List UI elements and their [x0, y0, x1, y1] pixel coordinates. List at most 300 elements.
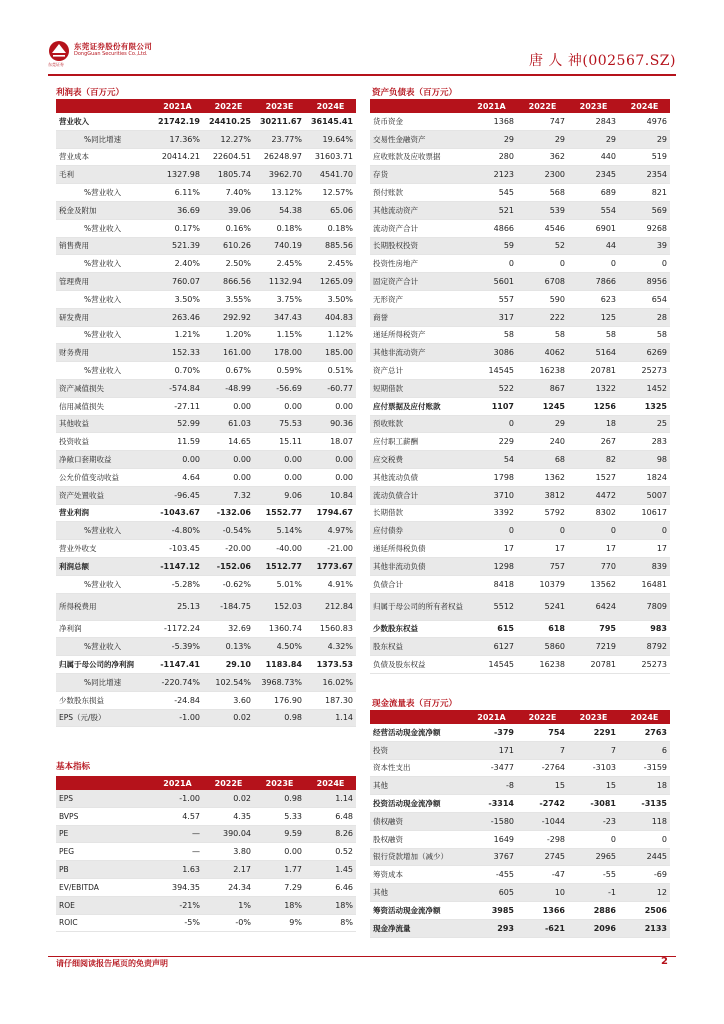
value-cell: 0.00 — [305, 397, 356, 415]
value-cell: -621 — [517, 919, 568, 937]
value-cell: 24410.25 — [203, 113, 254, 130]
row-label: 商誉 — [370, 308, 466, 326]
value-cell: -5% — [152, 914, 203, 932]
table-row — [56, 914, 356, 932]
table-row — [370, 593, 670, 620]
value-cell: 16238 — [517, 362, 568, 380]
value-cell: 4.32% — [305, 638, 356, 656]
value-cell: 0.16% — [203, 219, 254, 237]
value-cell: 2.45% — [305, 255, 356, 273]
table-row — [370, 504, 670, 522]
value-cell: 7 — [568, 741, 619, 759]
value-cell: 0.00 — [203, 397, 254, 415]
value-cell: 0.00 — [254, 397, 305, 415]
header-divider — [48, 74, 676, 76]
value-cell: 2345 — [568, 166, 619, 184]
value-cell: 867 — [517, 379, 568, 397]
value-cell: 6424 — [568, 593, 619, 620]
table-row — [56, 691, 356, 709]
row-label: PEG — [56, 843, 152, 861]
value-cell: -4.80% — [152, 522, 203, 540]
value-cell: 6.11% — [152, 184, 203, 202]
value-cell: 212.84 — [305, 593, 356, 620]
table-header-row — [370, 99, 670, 113]
value-cell: 5007 — [619, 486, 670, 504]
table-row — [56, 433, 356, 451]
row-label: 研发费用 — [56, 308, 152, 326]
value-cell: 8302 — [568, 504, 619, 522]
value-cell: 1.20% — [203, 326, 254, 344]
row-label: 少数股东损益 — [56, 691, 152, 709]
row-label: 净利润 — [56, 620, 152, 638]
table-row — [56, 113, 356, 130]
row-label: 信用减值损失 — [56, 397, 152, 415]
table-row — [370, 201, 670, 219]
row-label: 短期借款 — [370, 379, 466, 397]
value-cell: 1366 — [517, 901, 568, 919]
row-label: 投资活动现金流净额 — [370, 795, 466, 813]
value-cell: -3103 — [568, 759, 619, 777]
value-cell: 1649 — [466, 830, 517, 848]
value-cell: 0 — [568, 255, 619, 273]
value-cell: -455 — [466, 866, 517, 884]
value-cell: 760.07 — [152, 273, 203, 291]
value-cell: 557 — [466, 290, 517, 308]
value-cell: -3477 — [466, 759, 517, 777]
value-cell: 1265.09 — [305, 273, 356, 291]
value-cell: 4.35 — [203, 807, 254, 825]
value-cell: -8 — [466, 777, 517, 795]
value-cell: 20414.21 — [152, 148, 203, 166]
table-row — [56, 575, 356, 593]
header-year-cell: 2023E — [568, 99, 619, 113]
value-cell: 0.17% — [152, 219, 203, 237]
value-cell: 1322 — [568, 379, 619, 397]
table-row — [370, 557, 670, 575]
value-cell: 3767 — [466, 848, 517, 866]
row-label: 预收账款 — [370, 415, 466, 433]
value-cell: 1.63 — [152, 861, 203, 879]
header-label-cell — [370, 710, 466, 724]
value-cell: -23 — [568, 812, 619, 830]
cash-flow-title: 现金流量表（百万元） — [372, 699, 458, 709]
table-row — [56, 148, 356, 166]
value-cell: 17 — [568, 540, 619, 558]
table-row — [370, 273, 670, 291]
value-cell: 14545 — [466, 362, 517, 380]
value-cell: 6127 — [466, 638, 517, 656]
value-cell: 1298 — [466, 557, 517, 575]
value-cell: 10617 — [619, 504, 670, 522]
table-row — [370, 397, 670, 415]
row-label: 货币资金 — [370, 113, 466, 130]
value-cell: 39 — [619, 237, 670, 255]
company-name-cn: 东莞证券股份有限公司 — [74, 42, 152, 51]
value-cell: 29 — [466, 130, 517, 148]
row-label: 递延所得税资产 — [370, 326, 466, 344]
value-cell: 839 — [619, 557, 670, 575]
row-label: EPS（元/股） — [56, 709, 152, 727]
value-cell: 118 — [619, 812, 670, 830]
value-cell: 1183.84 — [254, 656, 305, 674]
value-cell: -0% — [203, 914, 254, 932]
table-row — [56, 451, 356, 469]
table-row — [370, 255, 670, 273]
value-cell: 240 — [517, 433, 568, 451]
value-cell: 1798 — [466, 468, 517, 486]
value-cell: 3962.70 — [254, 166, 305, 184]
value-cell: 31603.71 — [305, 148, 356, 166]
table-row — [56, 896, 356, 914]
value-cell: 102.54% — [203, 673, 254, 691]
value-cell: 65.06 — [305, 201, 356, 219]
value-cell: 1527 — [568, 468, 619, 486]
value-cell: 10379 — [517, 575, 568, 593]
row-label: 利润总额 — [56, 557, 152, 575]
company-name — [74, 42, 152, 58]
table-row — [370, 308, 670, 326]
value-cell: 12 — [619, 884, 670, 902]
value-cell: 21742.19 — [152, 113, 203, 130]
page-number: 2 — [661, 956, 668, 967]
value-cell: 25 — [619, 415, 670, 433]
value-cell: 404.83 — [305, 308, 356, 326]
row-label: 归属于母公司的净利润 — [56, 656, 152, 674]
value-cell: -3135 — [619, 795, 670, 813]
value-cell: 2745 — [517, 848, 568, 866]
value-cell: 5860 — [517, 638, 568, 656]
value-cell: 1368 — [466, 113, 517, 130]
value-cell: 3.55% — [203, 290, 254, 308]
value-cell: 4.64 — [152, 468, 203, 486]
row-label: ROIC — [56, 914, 152, 932]
value-cell: 605 — [466, 884, 517, 902]
header-year-cell: 2024E — [305, 776, 356, 790]
value-cell: 5601 — [466, 273, 517, 291]
row-label: 筹资活动现金流净额 — [370, 901, 466, 919]
value-cell: 615 — [466, 620, 517, 638]
value-cell: 18% — [254, 896, 305, 914]
value-cell: 0 — [466, 255, 517, 273]
value-cell: 229 — [466, 433, 517, 451]
value-cell: 0.51% — [305, 362, 356, 380]
value-cell: 82 — [568, 451, 619, 469]
table-row — [370, 540, 670, 558]
value-cell: 2123 — [466, 166, 517, 184]
value-cell: 39.06 — [203, 201, 254, 219]
row-label: 投资 — [370, 741, 466, 759]
value-cell: -27.11 — [152, 397, 203, 415]
table-row — [56, 878, 356, 896]
value-cell: 3.50% — [305, 290, 356, 308]
table-row — [370, 379, 670, 397]
value-cell: -2764 — [517, 759, 568, 777]
value-cell: -0.62% — [203, 575, 254, 593]
value-cell: 22604.51 — [203, 148, 254, 166]
table-row — [370, 290, 670, 308]
row-label: 固定资产合计 — [370, 273, 466, 291]
table-row — [370, 113, 670, 130]
row-label: EPS — [56, 790, 152, 807]
row-label: %营业收入 — [56, 575, 152, 593]
value-cell: 6901 — [568, 219, 619, 237]
table-row — [56, 486, 356, 504]
table-row — [370, 795, 670, 813]
value-cell: 23.77% — [254, 130, 305, 148]
value-cell: 36.69 — [152, 201, 203, 219]
value-cell: 9.06 — [254, 486, 305, 504]
row-label: 财务费用 — [56, 344, 152, 362]
value-cell: 0.00 — [305, 468, 356, 486]
value-cell: 152.03 — [254, 593, 305, 620]
value-cell: 7866 — [568, 273, 619, 291]
value-cell: 16481 — [619, 575, 670, 593]
value-cell: 390.04 — [203, 825, 254, 843]
row-label: 筹资成本 — [370, 866, 466, 884]
value-cell: 770 — [568, 557, 619, 575]
value-cell: 2965 — [568, 848, 619, 866]
value-cell: 6708 — [517, 273, 568, 291]
value-cell: 5241 — [517, 593, 568, 620]
value-cell: 0.02 — [203, 709, 254, 727]
value-cell: 293 — [466, 919, 517, 937]
value-cell: 0 — [619, 522, 670, 540]
table-row — [56, 843, 356, 861]
value-cell: 15 — [517, 777, 568, 795]
row-label: BVPS — [56, 807, 152, 825]
value-cell: 25.13 — [152, 593, 203, 620]
table-row — [56, 807, 356, 825]
value-cell: -1580 — [466, 812, 517, 830]
value-cell: 3968.73% — [254, 673, 305, 691]
value-cell: 16.02% — [305, 673, 356, 691]
value-cell: -1147.41 — [152, 656, 203, 674]
value-cell: 61.03 — [203, 415, 254, 433]
value-cell: 13.12% — [254, 184, 305, 202]
table-row — [370, 575, 670, 593]
value-cell: 1132.94 — [254, 273, 305, 291]
table-row — [56, 557, 356, 575]
value-cell: 521.39 — [152, 237, 203, 255]
income-statement-title: 利润表（百万元） — [56, 88, 125, 98]
table-row — [56, 130, 356, 148]
value-cell: 362 — [517, 148, 568, 166]
table-header-row — [56, 99, 356, 113]
value-cell: 5164 — [568, 344, 619, 362]
value-cell: 8792 — [619, 638, 670, 656]
header-year-cell: 2023E — [254, 776, 305, 790]
header-year-cell: 2024E — [619, 99, 670, 113]
row-label: 销售费用 — [56, 237, 152, 255]
value-cell: 4541.70 — [305, 166, 356, 184]
value-cell: -60.77 — [305, 379, 356, 397]
balance-sheet-title: 资产负债表（百万元） — [372, 88, 458, 98]
table-row — [370, 777, 670, 795]
value-cell: 394.35 — [152, 878, 203, 896]
table-row — [56, 290, 356, 308]
value-cell: 0.00 — [305, 451, 356, 469]
value-cell: 6269 — [619, 344, 670, 362]
table-row — [56, 255, 356, 273]
value-cell: 29 — [517, 415, 568, 433]
value-cell: -1172.24 — [152, 620, 203, 638]
value-cell: 568 — [517, 184, 568, 202]
value-cell: -3159 — [619, 759, 670, 777]
value-cell: 2.40% — [152, 255, 203, 273]
value-cell: 12.57% — [305, 184, 356, 202]
row-label: 股东权益 — [370, 638, 466, 656]
value-cell: 757 — [517, 557, 568, 575]
value-cell: 521 — [466, 201, 517, 219]
value-cell: -1043.67 — [152, 504, 203, 522]
value-cell: 3.50% — [152, 290, 203, 308]
value-cell: 178.00 — [254, 344, 305, 362]
value-cell: 3086 — [466, 344, 517, 362]
value-cell: 29 — [619, 130, 670, 148]
value-cell: 1256 — [568, 397, 619, 415]
value-cell: 3812 — [517, 486, 568, 504]
value-cell: 885.56 — [305, 237, 356, 255]
row-label: %营业收入 — [56, 290, 152, 308]
value-cell: 1245 — [517, 397, 568, 415]
row-label: 营业成本 — [56, 148, 152, 166]
value-cell: 0.98 — [254, 790, 305, 807]
value-cell: -55 — [568, 866, 619, 884]
row-label: 其他流动资产 — [370, 201, 466, 219]
value-cell: 18 — [619, 777, 670, 795]
value-cell: -47 — [517, 866, 568, 884]
value-cell: 1373.53 — [305, 656, 356, 674]
table-row — [56, 237, 356, 255]
row-label: 归属于母公司的所有者权益 — [370, 593, 466, 620]
row-label: 管理费用 — [56, 273, 152, 291]
header-year-cell: 2022E — [517, 710, 568, 724]
value-cell: — — [152, 843, 203, 861]
row-label: 无形资产 — [370, 290, 466, 308]
row-label: 交易性金融资产 — [370, 130, 466, 148]
value-cell: 1.12% — [305, 326, 356, 344]
row-label: 流动资产合计 — [370, 219, 466, 237]
value-cell: 283 — [619, 433, 670, 451]
value-cell: 3985 — [466, 901, 517, 919]
value-cell: 689 — [568, 184, 619, 202]
value-cell: 1452 — [619, 379, 670, 397]
table-row — [370, 184, 670, 202]
header-year-cell: 2024E — [619, 710, 670, 724]
row-label: 投资收益 — [56, 433, 152, 451]
company-logo-icon — [48, 40, 70, 62]
value-cell: 0.02 — [203, 790, 254, 807]
table-row — [370, 884, 670, 902]
value-cell: 4.97% — [305, 522, 356, 540]
page-header — [48, 36, 676, 72]
table-row — [56, 326, 356, 344]
value-cell: 4976 — [619, 113, 670, 130]
row-label: 应收账款及应收票据 — [370, 148, 466, 166]
header-label-cell — [56, 776, 152, 790]
value-cell: 2763 — [619, 724, 670, 741]
table-row — [56, 638, 356, 656]
value-cell: 8418 — [466, 575, 517, 593]
value-cell: 610.26 — [203, 237, 254, 255]
value-cell: -1147.12 — [152, 557, 203, 575]
row-label: 营业利润 — [56, 504, 152, 522]
value-cell: 17 — [517, 540, 568, 558]
value-cell: 0.00 — [203, 451, 254, 469]
value-cell: 29.10 — [203, 656, 254, 674]
value-cell: 4.91% — [305, 575, 356, 593]
table-row — [56, 504, 356, 522]
value-cell: -184.75 — [203, 593, 254, 620]
table-row — [370, 759, 670, 777]
value-cell: 222 — [517, 308, 568, 326]
income-statement-table — [56, 99, 356, 727]
value-cell: 4866 — [466, 219, 517, 237]
value-cell: 4.50% — [254, 638, 305, 656]
value-cell: 0.00 — [254, 468, 305, 486]
table-row — [370, 656, 670, 674]
row-label: 长期股权投资 — [370, 237, 466, 255]
row-label: %同比增速 — [56, 673, 152, 691]
table-row — [370, 866, 670, 884]
value-cell: 0 — [568, 830, 619, 848]
value-cell: 2354 — [619, 166, 670, 184]
value-cell: -1044 — [517, 812, 568, 830]
row-label: 资产总计 — [370, 362, 466, 380]
table-row — [370, 522, 670, 540]
value-cell: 52.99 — [152, 415, 203, 433]
row-label: 其他非流动负债 — [370, 557, 466, 575]
value-cell: 26248.97 — [254, 148, 305, 166]
value-cell: -48.99 — [203, 379, 254, 397]
value-cell: 0.70% — [152, 362, 203, 380]
value-cell: 0.00 — [152, 451, 203, 469]
row-label: PB — [56, 861, 152, 879]
value-cell: 1362 — [517, 468, 568, 486]
value-cell: 90.36 — [305, 415, 356, 433]
table-row — [370, 638, 670, 656]
value-cell: 347.43 — [254, 308, 305, 326]
value-cell: 32.69 — [203, 620, 254, 638]
value-cell: 7 — [517, 741, 568, 759]
value-cell: 19.64% — [305, 130, 356, 148]
value-cell: -56.69 — [254, 379, 305, 397]
value-cell: 4062 — [517, 344, 568, 362]
value-cell: 3.80 — [203, 843, 254, 861]
value-cell: 3.75% — [254, 290, 305, 308]
value-cell: 545 — [466, 184, 517, 202]
basic-metrics-title: 基本指标 — [56, 762, 91, 772]
value-cell: 5792 — [517, 504, 568, 522]
value-cell: -21% — [152, 896, 203, 914]
value-cell: 12.27% — [203, 130, 254, 148]
row-label: 公允价值变动收益 — [56, 468, 152, 486]
value-cell: 29 — [517, 130, 568, 148]
value-cell: 2506 — [619, 901, 670, 919]
row-label: 其他 — [370, 777, 466, 795]
value-cell: 623 — [568, 290, 619, 308]
table-row — [370, 344, 670, 362]
row-label: 税金及附加 — [56, 201, 152, 219]
value-cell: 0.98 — [254, 709, 305, 727]
value-cell: 13562 — [568, 575, 619, 593]
table-header-row — [56, 776, 356, 790]
value-cell: 1794.67 — [305, 504, 356, 522]
value-cell: -574.84 — [152, 379, 203, 397]
value-cell: 17.36% — [152, 130, 203, 148]
header-year-cell: 2023E — [254, 99, 305, 113]
value-cell: -20.00 — [203, 540, 254, 558]
